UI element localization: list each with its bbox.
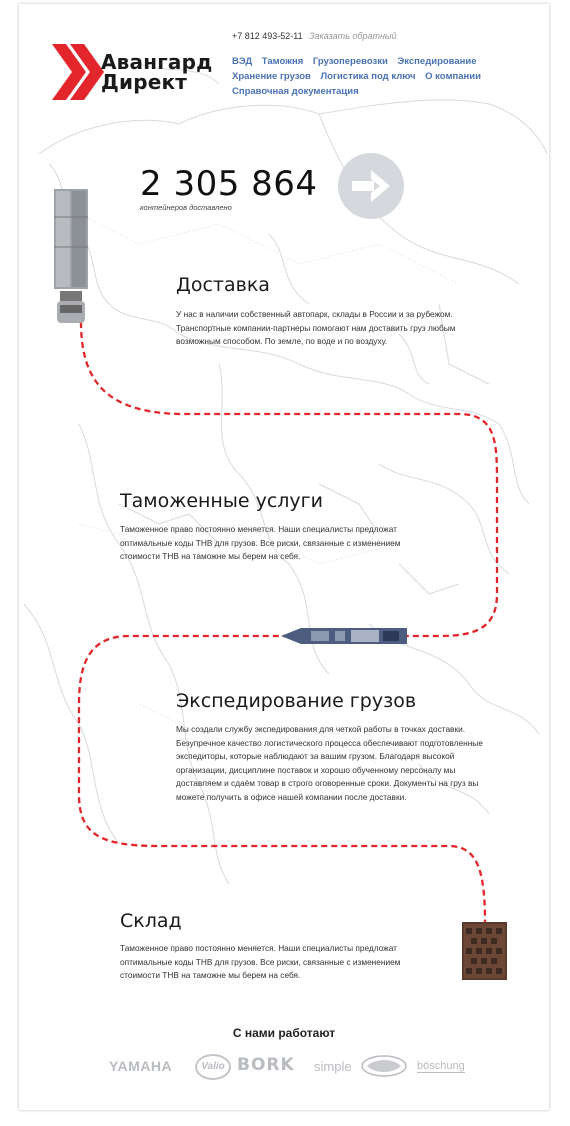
arrow-right-icon	[338, 153, 404, 219]
section-title-forwarding: Экспедирование грузов	[176, 690, 417, 712]
brand-name[interactable]	[101, 52, 212, 92]
partner-logo-simple[interactable]: simple	[314, 1059, 352, 1074]
nav-item-storage[interactable]: Хранение грузов	[232, 71, 311, 82]
callback-link[interactable]: Заказать обратный	[309, 31, 397, 41]
nav-item-docs[interactable]: Справочная документация	[232, 86, 359, 97]
section-title-warehouse: Склад	[120, 910, 182, 932]
section-title-delivery: Доставка	[176, 274, 270, 296]
nav-item-forwarding[interactable]: Экспедирование	[397, 56, 477, 67]
container-icon	[462, 922, 507, 980]
phone-number[interactable]: +7 812 493-52-11	[232, 31, 303, 41]
nav-item-about[interactable]: О компании	[425, 71, 481, 82]
nav-item-logistics[interactable]: Логистика под ключ	[320, 71, 416, 82]
partners-title: С нами работают	[232, 1026, 336, 1040]
partner-logo-yamaha[interactable]: YAMAHA	[109, 1058, 173, 1074]
route-path	[79, 322, 497, 924]
section-text-customs: Таможенное право постоянно меняется. Наши специалисты предложат оптимальные коды ТНВ для грузов. Все риски, связанные с изменением стоимости ТНВ на таможне мы берем на себя.	[120, 524, 401, 561]
nav-item-transport[interactable]: Грузоперевозки	[312, 56, 388, 67]
brand-name-line2: Директ	[101, 70, 188, 94]
nav-item-customs[interactable]: Таможня	[261, 56, 304, 67]
next-button[interactable]	[338, 153, 404, 219]
partner-logo-emblem[interactable]	[361, 1054, 407, 1078]
containers-counter-label: контейнеров доставлено	[140, 203, 232, 212]
page	[19, 4, 549, 1110]
partner-logo-valio[interactable]: Valio	[195, 1054, 231, 1080]
nav-item-ved[interactable]: ВЭД	[232, 56, 253, 67]
brand-name-line1: Авангард	[101, 50, 213, 74]
truck-icon	[50, 187, 92, 327]
section-title-customs: Таможенные услуги	[120, 490, 323, 512]
section-text-warehouse: Таможенное право постоянно меняется. Наши специалисты предложат оптимальные коды ТНВ для грузов. Все риски, связанные с изменением стоимости ТНВ на таможне мы берем на себя.	[120, 943, 401, 980]
partners-logos	[109, 1054, 469, 1084]
main-nav	[232, 54, 492, 99]
section-text-forwarding: Мы создали службу экспедирования для четкой работы в точках доставки. Безупречное качество логистического процесса обеспечивают подготовленные экспедиторы, которые наблюдают за вашим грузом. Благодаря высокой организации, дисциплине поставок и хорошо обученному персоналу мы доставляем и сдаём товар в строго оговоренные сроки. Документы на груз вы можете получить в офисе нашей компании после доставки.	[176, 724, 483, 802]
ship-icon	[281, 625, 411, 647]
partner-logo-bork[interactable]: BORK	[237, 1055, 295, 1075]
section-text-delivery: У нас в наличии собственный автопарк, склады в России и за рубежом. Транспортные компании-партнеры помогают нам доставить груз любым возможным способом. По земле, по воде и по воздуху.	[176, 309, 456, 346]
containers-counter: 2 305 864	[140, 164, 318, 204]
partner-logo-boschung[interactable]: böschung	[417, 1060, 465, 1072]
